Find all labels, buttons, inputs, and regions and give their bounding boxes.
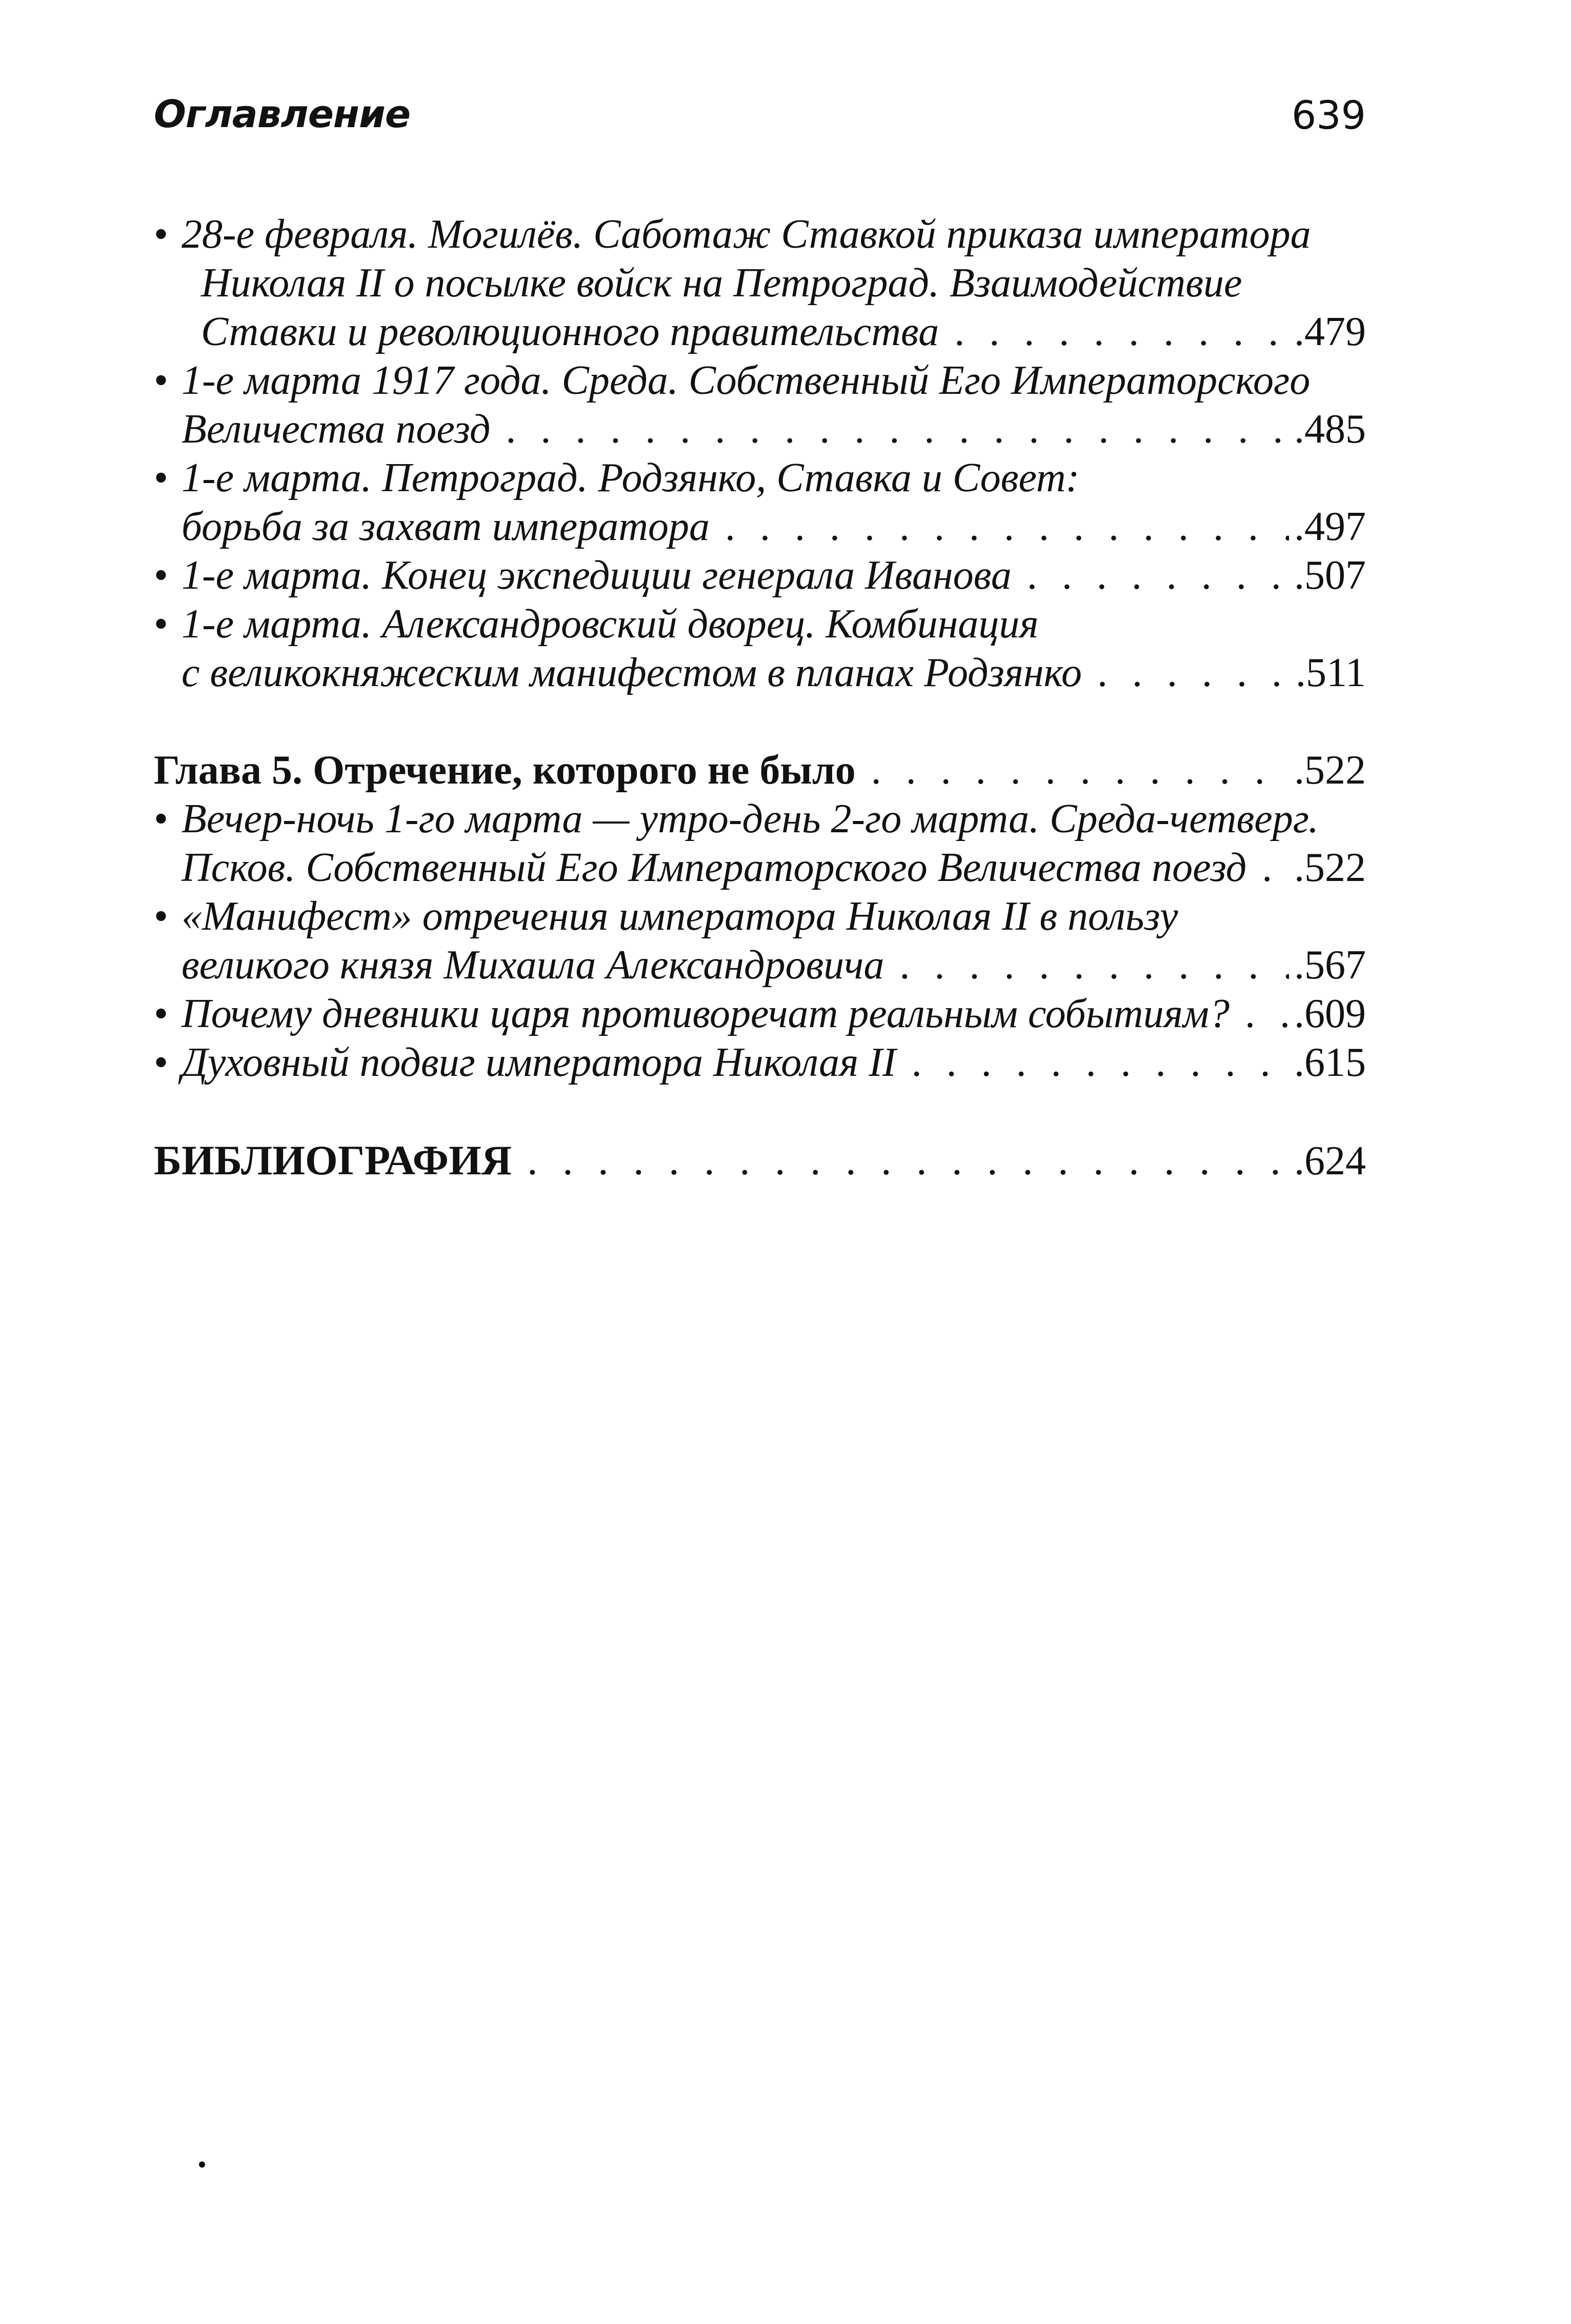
toc-entry-text: борьба за захват императора: [182, 504, 710, 549]
toc-entry-line: [182, 454, 1366, 503]
page-number: 639: [1291, 92, 1366, 138]
toc-entry-text: Величества поезд: [182, 407, 491, 452]
toc-entry: [154, 551, 1366, 600]
toc-entry-text: 1-е марта. Александровский дворец. Комбинация: [182, 602, 1039, 647]
bullet-icon: •: [154, 894, 169, 939]
dot-leader: [1262, 844, 1289, 892]
toc-entry-line: [182, 990, 1366, 1038]
spacer: [154, 1087, 1366, 1136]
dot-leader: [1097, 649, 1291, 697]
toc-page-number: .615: [1294, 1040, 1366, 1085]
toc-page-number: .567: [1294, 943, 1366, 988]
toc-entry-line: [182, 308, 1366, 356]
toc-entry-text: 1-е марта 1917 года. Среда. Собственный Его Императорского: [182, 358, 1311, 403]
toc-entry: [154, 454, 1366, 551]
toc-page-number: .511: [1295, 650, 1366, 695]
toc-entry-text: Почему дневники царя противоречат реальным событиям?: [182, 991, 1230, 1036]
toc-entry-line: [182, 844, 1366, 892]
toc-entry-text: «Манифест» отречения императора Николая II в пользу: [182, 894, 1178, 939]
toc-entry-text: 1-е марта. Конец экспедиции генерала Иванова: [182, 553, 1012, 598]
dot-leader: [1245, 990, 1289, 1038]
toc-entry-line: [182, 356, 1366, 405]
bullet-icon: •: [154, 212, 169, 257]
toc-page-number: .609: [1294, 991, 1366, 1036]
bibliography-heading: [154, 1136, 1366, 1185]
toc-page-number: .624: [1294, 1138, 1366, 1184]
toc-entry: [154, 600, 1366, 697]
stray-ink-mark: [199, 2161, 205, 2168]
toc-entry-line: [182, 405, 1366, 454]
chapter-title: Глава 5. Отречение, которого не было: [154, 748, 856, 793]
toc-entry: [154, 795, 1366, 892]
running-title: Оглавление: [154, 92, 411, 136]
toc-page-number: .522: [1294, 748, 1366, 793]
dot-leader: [912, 1038, 1289, 1087]
bullet-icon: •: [154, 991, 169, 1036]
toc-page-number: .497: [1294, 504, 1366, 549]
toc-entry-line: [182, 259, 1366, 308]
toc-page-number: .485: [1294, 407, 1366, 452]
toc-entry: [154, 892, 1366, 990]
toc-entry-line: [182, 551, 1366, 600]
bullet-icon: •: [154, 796, 169, 842]
spacer: [154, 697, 1366, 746]
dot-leader: [506, 405, 1289, 454]
dot-leader: [899, 941, 1289, 990]
toc-entry-text: 28-е февраля. Могилёв. Саботаж Ставкой приказа императора: [182, 212, 1311, 257]
toc-entry-text: Вечер-ночь 1-го марта — утро-день 2-го марта. Среда-четверг.: [182, 796, 1319, 842]
toc-entry: [154, 356, 1366, 454]
dot-leader: [527, 1136, 1289, 1185]
toc-entry-line: [182, 892, 1366, 941]
bullet-icon: •: [154, 1040, 169, 1085]
bullet-icon: •: [154, 553, 169, 598]
dot-leader: [871, 746, 1289, 795]
toc-entry: [154, 1038, 1366, 1087]
toc-page-number: .522: [1294, 845, 1366, 890]
table-of-contents: [154, 210, 1366, 1185]
toc-entry: [154, 990, 1366, 1038]
bibliography-title: БИБЛИОГРАФИЯ: [154, 1137, 512, 1184]
toc-entry-line: [182, 649, 1366, 697]
toc-entry-text: 1-е марта. Петроград. Родзянко, Ставка и Совет:: [182, 455, 1080, 500]
dot-leader: [725, 503, 1289, 551]
toc-entry-line: [182, 600, 1366, 649]
dot-leader: [1027, 551, 1289, 600]
toc-entry-line: [182, 1038, 1366, 1087]
chapter-heading: [154, 746, 1366, 795]
toc-page-number: .507: [1294, 553, 1366, 598]
toc-entry-text: Николая II о посылке войск на Петроград. Взаимодействие: [201, 261, 1242, 306]
toc-entry-line: [182, 795, 1366, 844]
bullet-icon: •: [154, 358, 169, 403]
dot-leader: [954, 308, 1289, 356]
bullet-icon: •: [154, 455, 169, 500]
toc-entry: [154, 210, 1366, 356]
toc-entry-text: великого князя Михаила Александровича: [182, 943, 884, 988]
toc-entry-line: [182, 941, 1366, 990]
bullet-icon: •: [154, 602, 169, 647]
toc-entry-line: [182, 503, 1366, 551]
toc-entry-text: Псков. Собственный Его Императорского Величества поезд: [182, 845, 1247, 890]
toc-entry-text: с великокняжеским манифестом в планах Родзянко: [182, 650, 1082, 695]
toc-entry-line: [182, 210, 1366, 259]
toc-entry-text: Ставки и революционного правительства: [201, 309, 939, 354]
toc-page-number: .479: [1294, 309, 1366, 354]
toc-entry-text: Духовный подвиг императора Николая II: [182, 1040, 896, 1085]
